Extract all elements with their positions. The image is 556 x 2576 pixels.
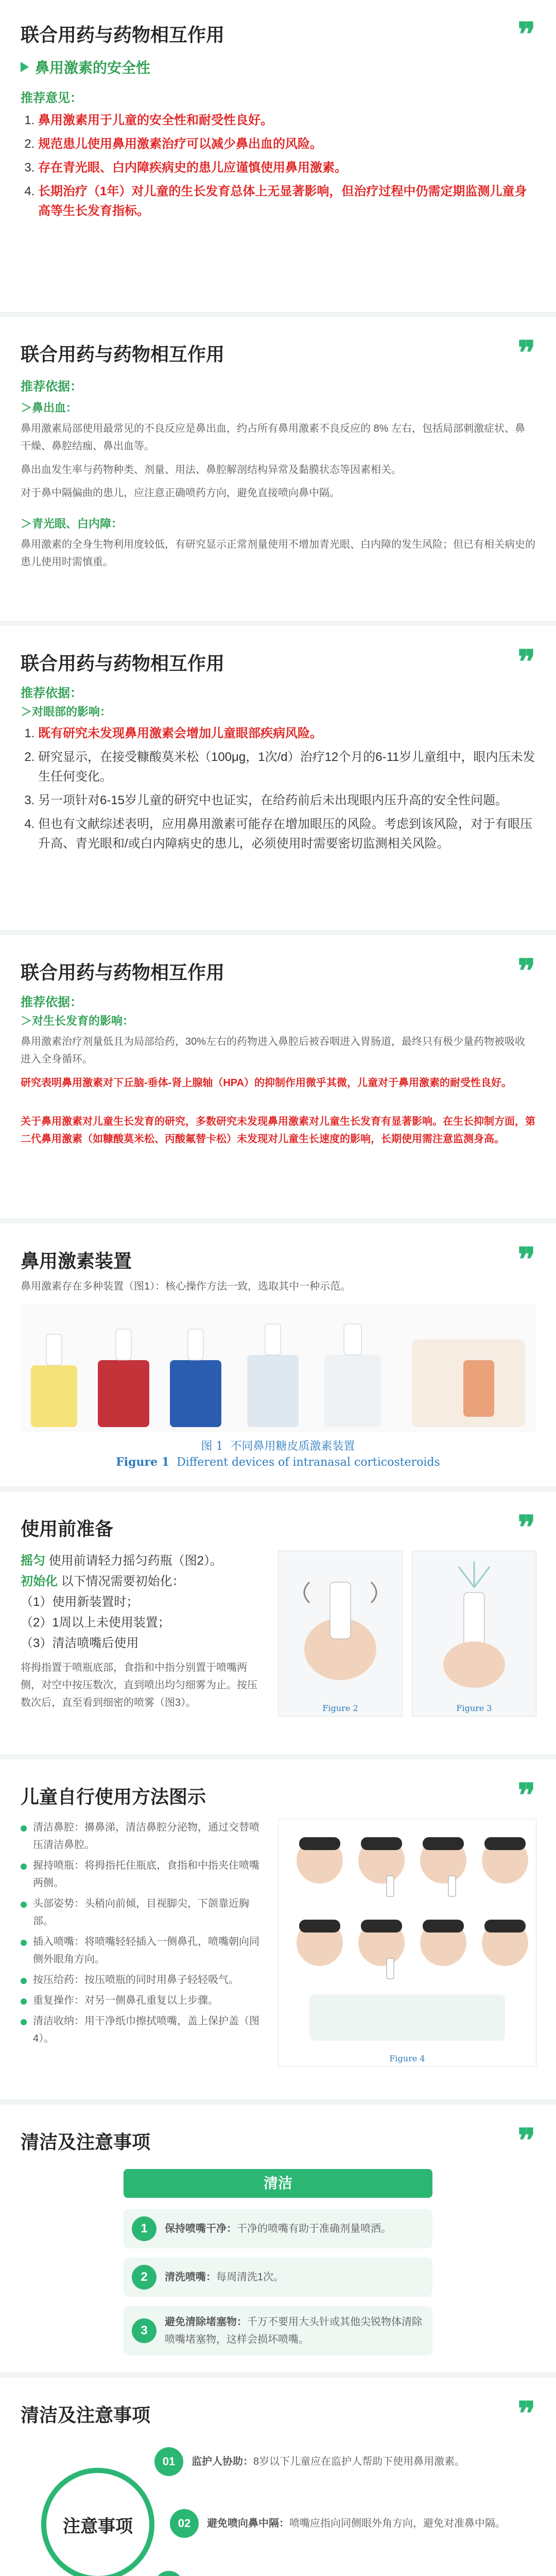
number-badge: 1: [132, 2216, 157, 2241]
subtitle-text: 鼻用激素的安全性: [35, 60, 151, 76]
heading-glaucoma: ＞青光眼、白内障：: [21, 517, 123, 530]
section-title: 儿童自行使用方法图示: [21, 1786, 206, 1807]
quote-icon: ❞: [517, 1509, 535, 1547]
section-eye: [0, 639, 556, 907]
hand-press-illustration: [412, 1551, 536, 1701]
list-item: 1. 既有研究未发现鼻用激素会增加儿童眼部疾病风险。: [38, 724, 535, 743]
section-title: 联合用药与药物相互作用: [21, 962, 225, 983]
devices-figure: [21, 1303, 535, 1432]
hand-shake-illustration: [279, 1551, 402, 1701]
precaution-item: 01 监护人协助：8岁以下儿童应在监护人帮助下使用鼻用激素。: [154, 2447, 535, 2476]
quote-icon: ❞: [517, 952, 535, 991]
section-title: 联合用药与药物相互作用: [21, 24, 225, 45]
cleaning-item: 3 避免清除堵塞物：千万不要用大头针或其他尖锐物体清除喷嘴堵塞物，这样会损坏喷嘴。: [124, 2306, 432, 2355]
section-divider: [0, 2099, 556, 2105]
section-title: 联合用药与药物相互作用: [21, 344, 225, 365]
section-divider: [0, 2372, 556, 2378]
quote-icon: ❞: [517, 15, 535, 54]
number-badge: 2: [132, 2265, 157, 2290]
section-title: 鼻用激素装置: [21, 1250, 132, 1272]
section-divider: [0, 930, 556, 935]
prep-text: 摇匀 使用前请轻力摇匀药瓶（图2）。 初始化 以下情况需要初始化： （1）使用新装置时； （2）1周以上未使用装置； （3）清洁喷嘴后使用 将拇指置于喷瓶底部，食指和中指分别置于喷嘴两侧，对空中按压数次，直到喷出均匀细雾为止。按压数次后，直至看到细密的喷雾（图3）。: [21, 1554, 257, 1708]
paragraph: 鼻出血发生率与药物种类、剂量、用法、鼻腔解剖结构异常及黏膜状态等因素相关。: [21, 464, 402, 476]
section-divider: [0, 1218, 556, 1224]
list-item: 头部姿势：头稍向前倾，目视脚尖，下颌靠近胸部。: [21, 1895, 263, 1930]
quote-icon: ❞: [517, 2395, 535, 2433]
list-item: 3. 另一项针对6-15岁儿童的研究中也证实，在给药前后未出现眼内压升高的安全性问题。: [38, 791, 535, 810]
section-title: 清洁及注意事项: [21, 2131, 151, 2153]
figure-label: Figure 3: [456, 1703, 492, 1713]
evidence-list: [21, 724, 535, 858]
paragraph: 鼻用激素的全身生物利用度较低，有研究显示正常剂量使用不增加青光眼、白内障的发生风险；但已有相关病史的患儿使用时需慎重。: [21, 539, 535, 568]
paragraph-highlight: 研究表明鼻用激素对下丘脑-垂体-肾上腺轴（HPA）的抑制作用微乎其微，儿童对于鼻用激素的耐受性良好。: [21, 1077, 512, 1089]
recommendation-list: [21, 111, 535, 225]
basis-label: 推荐依据：: [21, 995, 82, 1009]
quote-icon: ❞: [517, 334, 535, 372]
list-item: 清洁鼻腔：擤鼻涕，清洁鼻腔分泌物，通过交替喷压清洁鼻腔。: [21, 1819, 263, 1854]
figure-label: Figure 4: [389, 2054, 425, 2063]
number-badge: 3: [132, 2318, 157, 2343]
intro-text: 鼻用激素存在多种装置（图1）：核心操作方法一致，选取其中一种示范。: [21, 1281, 351, 1292]
section-devices: [0, 1236, 556, 1494]
section-title: 使用前准备: [21, 1518, 114, 1539]
section-subtitle: [21, 57, 150, 77]
section-child-usage: [0, 1772, 556, 2092]
paragraph: 鼻用激素局部使用最常见的不良反应是鼻出血，约占所有鼻用激素不良反应的 8% 左右，包括局部刺激症状、鼻干燥、鼻腔结痂、鼻出血等。: [21, 423, 526, 452]
quote-icon: ❞: [517, 1776, 535, 1815]
number-badge: 02: [170, 2509, 199, 2538]
list-item: 按压给药：按压喷瓶的同时用鼻子轻轻吸气。: [21, 1971, 263, 1989]
list-item: 插入喷嘴：将喷嘴轻轻插入一侧鼻孔，喷嘴朝向同侧外眼角方向。: [21, 1933, 263, 1968]
basis-label: 推荐依据：: [21, 380, 82, 394]
precaution-item: 02 避免喷向鼻中隔：喷嘴应指向同侧眼外角方向，避免对准鼻中隔。: [170, 2509, 535, 2538]
heading-growth: ＞对生长发育的影响：: [21, 1014, 134, 1027]
section-divider: [0, 312, 556, 317]
figure-caption-en: Figure 1 Different devices of intranasal corticosteroids: [116, 1455, 440, 1469]
paragraph: 对于鼻中隔偏曲的患儿，应注意正确喷药方向，避免直接喷向鼻中隔。: [21, 487, 340, 499]
number-badge: 01: [154, 2447, 183, 2476]
cleaning-panel: [124, 2169, 432, 2354]
list-item: 4. 但也有文献综述表明，应用鼻用激素可能存在增加眼压的风险。考虑到该风险，对于有眼压升高、青光眼和/或白内障病史的患儿，必须使用时需要密切监测相关风险。: [38, 815, 535, 854]
list-item: 重复操作：对另一侧鼻孔重复以上步骤。: [21, 1992, 263, 2009]
cleaning-item: 2 清洗喷嘴：每周清洗1次。: [124, 2258, 432, 2297]
nasal-spray-devices-illustration: [21, 1303, 535, 1432]
list-item: 1. 鼻用激素用于儿童的安全性和耐受性良好。: [38, 111, 535, 130]
figure-child-steps: [278, 1819, 536, 2067]
list-item: 握持喷瓶：将拇指托住瓶底，食指和中指夹住喷嘴两侧。: [21, 1857, 263, 1892]
section-precautions: [0, 2391, 556, 2576]
section-epistaxis: [0, 330, 556, 618]
section-divider: [0, 621, 556, 626]
basis-label: 推荐意见：: [21, 91, 82, 105]
usage-steps: [21, 1819, 263, 2050]
cleaning-header: 清洁: [124, 2169, 432, 2198]
number-badge: [154, 2571, 183, 2576]
section-title: 清洁及注意事项: [21, 2404, 151, 2426]
precaution-item: [154, 2571, 535, 2576]
heading-epistaxis: ＞鼻出血：: [21, 401, 78, 414]
cleaning-item: 1 保持喷嘴干净：干净的喷嘴有助于准确剂量喷洒。: [124, 2209, 432, 2248]
child-steps-illustration: [279, 1819, 536, 2051]
section-divider: [0, 1754, 556, 1759]
paragraph-highlight: 关于鼻用激素对儿童生长发育的研究，多数研究未发现鼻用激素对儿童生长发育有显著影响。在生长抑制方面，第二代鼻用激素（如糠酸莫米松、丙酸氟替卡松）未发现对儿童生长速度的影响，长期使用需注意监测身高。: [21, 1116, 535, 1145]
list-item: 清洁收纳：用干净纸巾擦拭喷嘴，盖上保护盖（图4）。: [21, 2012, 263, 2047]
section-preparation: [0, 1504, 556, 1762]
figure-prime: [412, 1551, 536, 1717]
triangle-icon: [21, 62, 29, 72]
figure-label: Figure 2: [322, 1703, 358, 1713]
section-growth: [0, 948, 556, 1216]
figure-caption-cn: 图 1 不同鼻用糖皮质激素装置: [201, 1440, 355, 1453]
section-title: 联合用药与药物相互作用: [21, 653, 225, 674]
heading-eye: ＞对眼部的影响：: [21, 705, 112, 718]
list-item: 4. 长期治疗（1年）对儿童的生长发育总体上无显著影响，但治疗过程中仍需定期监测儿童身高等生长发育指标。: [38, 182, 535, 221]
section-divider: [0, 1486, 556, 1492]
list-item: 2. 规范患儿使用鼻用激素治疗可以减少鼻出血的风险。: [38, 134, 535, 154]
list-item: 3. 存在青光眼、白内障疾病史的患儿应谨慎使用鼻用激素。: [38, 158, 535, 178]
quote-icon: ❞: [517, 1241, 535, 1279]
precautions-center: 注意事项: [41, 2468, 154, 2576]
figure-shake: [278, 1551, 403, 1717]
paragraph: 鼻用激素治疗剂量低且为局部给药，30%左右的药物进入鼻腔后被吞咽进入胃肠道，最终只有极少量药物被吸收进入全身循环。: [21, 1036, 526, 1065]
list-item: 2. 研究显示，在接受糠酸莫米松（100μg，1次/d）治疗12个月的6-11岁儿童组中，眼内压未发生任何变化。: [38, 748, 535, 787]
quote-icon: ❞: [517, 2122, 535, 2160]
quote-icon: ❞: [517, 643, 535, 682]
section-cleaning: [0, 2117, 556, 2365]
basis-label: 推荐依据：: [21, 686, 82, 700]
section-safety: [0, 0, 556, 289]
